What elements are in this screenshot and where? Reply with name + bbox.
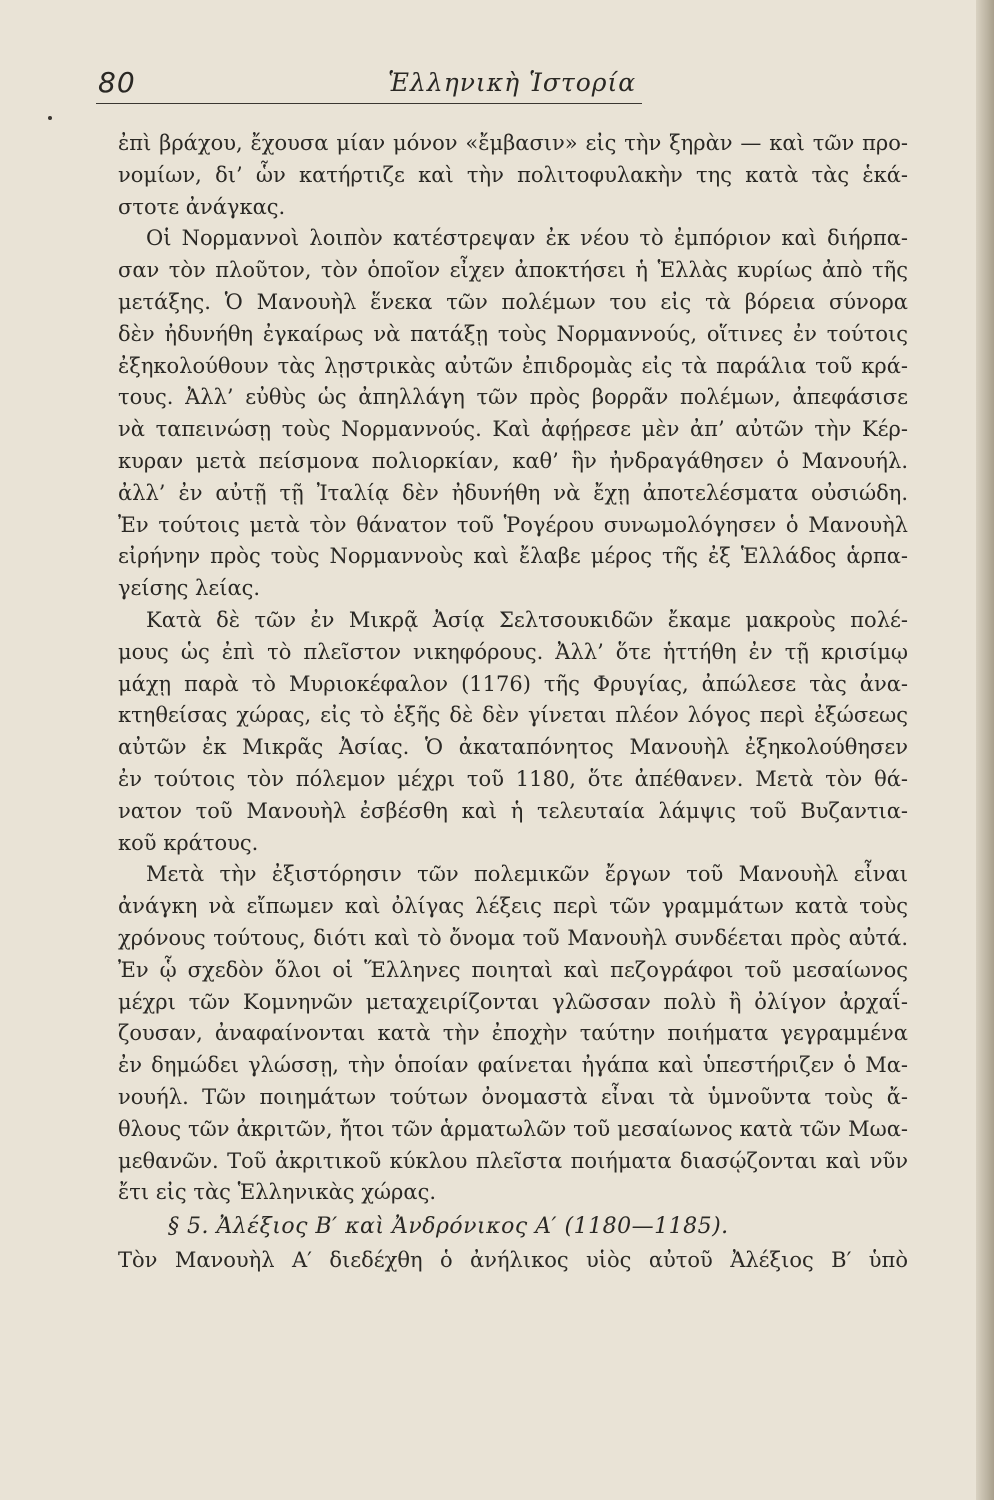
text-line: μεθανῶν. Τοῦ ἀκριτικοῦ κύκλου πλεῖστα ποιήματα διασῴζονται καὶ νῦν <box>118 1148 908 1173</box>
text-line: ἐπὶ βράχου, ἔχουσα μίαν μόνον «ἔμβασιν» εἰς τὴν ξηρὰν — καὶ τῶν προ- <box>118 131 908 155</box>
body-text <box>118 128 908 1277</box>
text-line: γείσης λείας. <box>118 576 261 601</box>
text-line: Τὸν Μανουὴλ Α′ διεδέχθη ὁ ἀνήλικος υἱὸς αὐτοῦ Ἀλέξιος Β′ ὑπὸ <box>118 1248 908 1273</box>
text-line: εἰρήνην πρὸς τοὺς Νορμαννοὺς καὶ ἔλαβε μέρος τῆς ἐξ Ἑλλάδος ἁρπα- <box>118 544 908 569</box>
text-line: μους ὡς ἐπὶ τὸ πλεῖστον νικηφόρους. Ἀλλ’ ὅτε ἡττήθη ἐν τῇ κρισίμῳ <box>118 639 908 664</box>
text-line: τους. Ἀλλ’ εὐθὺς ὡς ἀπηλλάγη τῶν πρὸς βορρᾶν πολέμων, ἀπεφάσισε <box>118 385 908 410</box>
text-line: χρόνους τούτους, διότι καὶ τὸ ὄνομα τοῦ Μανουὴλ συνδέεται πρὸς αὐτά. <box>118 925 908 950</box>
text-line: ἐν τούτοις τὸν πόλεμον μέχρι τοῦ 1180, ὅτε ἀπέθανεν. Μετὰ τὸν θά- <box>118 766 908 791</box>
text-line: ἀνάγκη νὰ εἴπωμεν καὶ ὀλίγας λέξεις περὶ τῶν γραμμάτων κατὰ τοὺς <box>118 894 908 919</box>
text-line: νατον τοῦ Μανουὴλ ἐσβέσθη καὶ ἡ τελευταία λάμψις τοῦ Βυζαντια- <box>118 798 908 823</box>
text-line: ἔτι εἰς τὰς Ἑλληνικὰς χώρας. <box>118 1180 437 1205</box>
text-line: νομίων, δι’ ὧν κατήρτιζε καὶ τὴν πολιτοφυλακὴν της κατὰ τὰς ἑκά- <box>118 162 908 187</box>
text-line: μάχῃ παρὰ τὸ Μυριοκέφαλον (1176) τῆς Φρυγίας, ἀπώλεσε τὰς ἀνα- <box>118 671 908 696</box>
book-spine-edge <box>976 0 994 1500</box>
header-rule <box>96 103 642 104</box>
text-line: ἐξηκολούθουν τὰς λῃστρικὰς αὐτῶν ἐπιδρομὰς εἰς τὰ παράλια τοῦ κρά- <box>118 353 908 378</box>
text-line: Ἐν τούτοις μετὰ τὸν θάνατον τοῦ Ῥογέρου συνωμολόγησεν ὁ Μανουὴλ <box>118 512 908 537</box>
margin-mark <box>48 116 52 120</box>
text-line: ἀλλ’ ἐν αὐτῇ τῇ Ἰταλίᾳ δὲν ἠδυνήθη νὰ ἔχῃ ἀποτελέσματα οὐσιώδη. <box>118 480 908 505</box>
text-line: νὰ ταπεινώσῃ τοὺς Νορμαννούς. Καὶ ἀφῄρεσε μὲν ἀπ’ αὐτῶν τὴν Κέρ- <box>118 417 908 442</box>
text-line: σαν τὸν πλοῦτον, τὸν ὁποῖον εἶχεν ἀποκτήσει ἡ Ἑλλὰς κυρίως ἀπὸ τῆς <box>118 258 908 283</box>
text-line: δὲν ἠδυνήθη ἐγκαίρως νὰ πατάξῃ τοὺς Νορμαννούς, οἵτινες ἐν τούτοις <box>118 321 908 346</box>
text-line: ἐν δημώδει γλώσσῃ, τὴν ὁποίαν φαίνεται ἠγάπα καὶ ὑπεστήριζεν ὁ Μα- <box>118 1053 908 1078</box>
text-line: νουήλ. Τῶν ποιημάτων τούτων ὀνομαστὰ εἶναι τὰ ὑμνοῦντα τοὺς ἄ- <box>118 1084 908 1109</box>
text-line: μετάξης. Ὁ Μανουὴλ ἕνεκα τῶν πολέμων του εἰς τὰ βόρεια σύνορα <box>118 289 908 314</box>
text-line: ζουσαν, ἀναφαίνονται κατὰ τὴν ἐποχὴν ταύτην ποιήματα γεγραμμένα <box>118 1021 908 1046</box>
text-line: μέχρι τῶν Κομνηνῶν μεταχειρίζονται γλῶσσαν πολὺ ἢ ὀλίγον ἀρχαΐ- <box>118 989 908 1014</box>
text-line: Οἱ Νορμαννοὶ λοιπὸν κατέστρεψαν ἐκ νέου τὸ ἐμπόριον καὶ διήρπα- <box>146 226 908 251</box>
section-heading: § 5. Ἀλέξιος Β′ καὶ Ἀνδρόνικος Α′ (1180—1185). <box>168 1214 729 1240</box>
text-line: κτηθείσας χώρας, εἰς τὸ ἑξῆς δὲ δὲν γίνεται πλέον λόγος περὶ ἐξώσεως <box>118 703 908 728</box>
text-line: θλους τῶν ἀκριτῶν, ἤτοι τῶν ἁρματωλῶν τοῦ μεσαίωνος κατὰ τῶν Μωα- <box>118 1116 908 1141</box>
text-line: Ἐν ᾧ σχεδὸν ὅλοι οἱ Ἕλληνες ποιηταὶ καὶ πεζογράφοι τοῦ μεσαίωνος <box>118 957 908 982</box>
running-title: Ἑλληνικὴ Ἱστορία <box>388 68 637 97</box>
text-line: κυραν μετὰ πείσμονα πολιορκίαν, καθ’ ἣν ἠνδραγάθησεν ὁ Μανουήλ. <box>118 448 908 473</box>
page-number: 80 <box>98 66 136 99</box>
text-line: αὐτῶν ἐκ Μικρᾶς Ἀσίας. Ὁ ἀκαταπόνητος Μανουὴλ ἐξηκολούθησεν <box>118 735 908 760</box>
page-header <box>98 66 898 106</box>
text-line: κοῦ κράτους. <box>118 830 259 855</box>
text-line: Κατὰ δὲ τῶν ἐν Μικρᾷ Ἀσίᾳ Σελτσουκιδῶν ἔκαμε μακροὺς πολέ- <box>146 607 908 632</box>
text-line: Μετὰ τὴν ἐξιστόρησιν τῶν πολεμικῶν ἔργων τοῦ Μανουὴλ εἶναι <box>146 862 908 887</box>
text-line: στοτε ἀνάγκας. <box>118 194 286 219</box>
